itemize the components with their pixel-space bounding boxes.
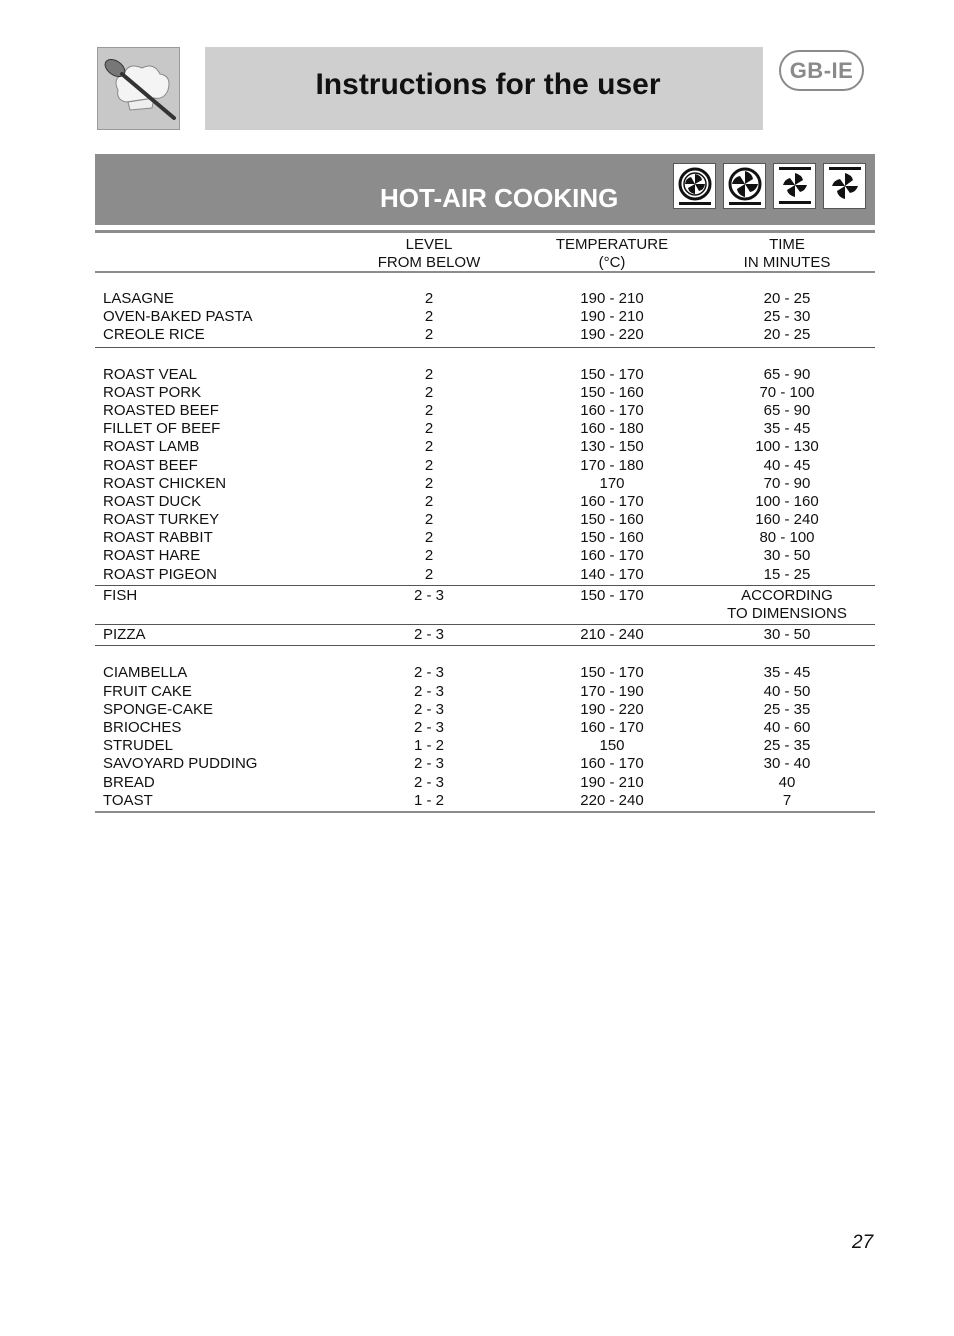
- temperature-cell: 190 - 210: [580, 290, 644, 307]
- table-row: [95, 384, 875, 402]
- table-row: [95, 493, 875, 511]
- dish-name: CIAMBELLA: [103, 664, 188, 682]
- time-cell: 20 - 25: [763, 290, 811, 307]
- section-title: HOT-AIR COOKING: [380, 183, 619, 213]
- header-time: TIME IN MINUTES: [743, 236, 831, 271]
- table-row: [95, 402, 875, 420]
- page-title: Instructions for the user: [315, 67, 661, 101]
- temperature-cell: 190 - 210: [580, 308, 644, 326]
- fan-grill-icon: [673, 163, 716, 209]
- fan-grill-icon: [723, 163, 766, 209]
- temperature-cell: 150 - 170: [580, 664, 644, 682]
- time-cell: 30 - 50: [763, 626, 811, 644]
- time-cell: 35 - 45: [763, 420, 811, 438]
- level-cell: 2 - 3: [413, 586, 444, 604]
- level-cell: 2 - 3: [413, 664, 444, 682]
- dish-name: STRUDEL: [103, 737, 174, 755]
- level-cell: 2: [424, 308, 434, 326]
- dish-name: ROAST TURKEY: [103, 511, 220, 529]
- time-cell: 20 - 25: [763, 326, 811, 344]
- temperature-cell: 190 - 210: [580, 773, 644, 791]
- fan-icon: [823, 163, 866, 209]
- page-number: 27: [852, 1232, 874, 1253]
- dish-name: BREAD: [103, 773, 155, 791]
- time-cell: 7: [782, 791, 792, 809]
- level-cell: 1 - 2: [413, 737, 444, 755]
- temperature-cell: 140 - 170: [580, 565, 644, 583]
- table-group: [95, 625, 875, 645]
- dish-name: CREOLE RICE: [103, 326, 205, 344]
- header-temperature: TEMPERATURE (°C): [555, 236, 669, 271]
- level-cell: 2 - 3: [413, 700, 444, 718]
- table-row: [95, 290, 875, 308]
- table-row: [95, 587, 875, 605]
- table-row: [95, 529, 875, 547]
- table-header: [95, 233, 875, 273]
- time-cell: 70 - 100: [759, 383, 815, 401]
- level-cell: 2: [424, 511, 434, 529]
- temperature-cell: 160 - 170: [580, 755, 644, 773]
- time-cell: 100 - 160: [755, 492, 819, 510]
- dish-name: ROAST BEEF: [103, 456, 198, 474]
- temperature-cell: 150 - 170: [580, 586, 644, 604]
- level-cell: 2: [424, 565, 434, 583]
- table-group: [95, 646, 875, 811]
- table-row: [95, 366, 875, 384]
- dish-name: ROAST HARE: [103, 547, 201, 565]
- table-group: [95, 348, 875, 585]
- level-cell: 2: [424, 401, 434, 419]
- dish-name: ROAST VEAL: [103, 365, 197, 383]
- temperature-cell: 170 - 180: [580, 456, 644, 474]
- table-divider: [95, 811, 875, 813]
- table-row: [95, 457, 875, 475]
- time-cell: 30 - 50: [763, 547, 811, 565]
- table-row: [95, 420, 875, 438]
- level-cell: 2: [424, 456, 434, 474]
- table-row: [95, 511, 875, 529]
- time-cell: ACCORDING: [741, 586, 833, 604]
- level-cell: 2: [424, 326, 434, 344]
- table-row: [95, 566, 875, 584]
- temperature-cell: 160 - 180: [580, 420, 644, 438]
- dish-name: TOAST: [103, 791, 153, 809]
- dish-name: ROAST PIGEON: [103, 565, 217, 583]
- time-cell: 30 - 40: [763, 755, 811, 773]
- time-cell: 160 - 240: [755, 511, 819, 529]
- time-cell: 40: [778, 773, 796, 791]
- level-cell: 2 - 3: [413, 626, 444, 644]
- temperature-cell: 150 - 160: [580, 383, 644, 401]
- logo: [97, 47, 180, 130]
- level-cell: 2: [424, 547, 434, 565]
- time-cell: 65 - 90: [763, 401, 811, 419]
- spoon-chef-hat-icon: [98, 48, 179, 129]
- level-cell: 2: [424, 529, 434, 547]
- level-cell: 2 - 3: [413, 773, 444, 791]
- time-cell: 70 - 90: [763, 474, 811, 492]
- header-bar: [205, 47, 763, 130]
- table-row: [95, 326, 875, 344]
- oven-function-icons: [673, 163, 866, 209]
- temperature-cell: 210 - 240: [580, 626, 644, 644]
- temperature-cell: 160 - 170: [580, 718, 644, 736]
- temperature-cell: 220 - 240: [580, 791, 644, 809]
- level-cell: 1 - 2: [413, 791, 444, 809]
- level-cell: 2: [424, 474, 434, 492]
- header-level: LEVEL FROM BELOW: [377, 236, 481, 271]
- dish-name: FISH: [103, 586, 138, 604]
- time-cell: 40 - 45: [763, 456, 811, 474]
- table-row: [95, 774, 875, 792]
- dish-name: FILLET OF BEEF: [103, 420, 221, 438]
- dish-name: ROAST LAMB: [103, 438, 200, 456]
- temperature-cell: 150 - 160: [580, 511, 644, 529]
- table-body: [95, 273, 875, 813]
- cooking-table: [95, 230, 875, 813]
- dish-name: ROAST RABBIT: [103, 529, 213, 547]
- time-cell: 25 - 30: [763, 308, 811, 326]
- dish-name: PIZZA: [103, 626, 146, 644]
- level-cell: 2: [424, 365, 434, 383]
- dish-name: LASAGNE: [103, 290, 174, 307]
- time-cell: 15 - 25: [763, 565, 811, 583]
- table-row: [95, 755, 875, 773]
- dish-name: OVEN-BAKED PASTA: [103, 308, 253, 326]
- time-cell: 65 - 90: [763, 365, 811, 383]
- temperature-cell: 160 - 170: [580, 547, 644, 565]
- time-cell: TO DIMENSIONS: [727, 605, 847, 622]
- language-badge: GB-IE: [779, 50, 864, 91]
- dish-name: FRUIT CAKE: [103, 682, 192, 700]
- dish-name: BRIOCHES: [103, 718, 182, 736]
- temperature-cell: 160 - 170: [580, 492, 644, 510]
- time-cell: 25 - 35: [763, 737, 811, 755]
- temperature-cell: 150 - 160: [580, 529, 644, 547]
- temperature-cell: 170 - 190: [580, 682, 644, 700]
- time-cell: 40 - 50: [763, 682, 811, 700]
- temperature-cell: 190 - 220: [580, 326, 644, 344]
- temperature-cell: 190 - 220: [580, 700, 644, 718]
- dish-name: ROAST DUCK: [103, 492, 202, 510]
- table-row: [95, 792, 875, 810]
- level-cell: 2 - 3: [413, 755, 444, 773]
- temperature-cell: 160 - 170: [580, 401, 644, 419]
- level-cell: 2: [424, 438, 434, 456]
- dish-name: ROAST CHICKEN: [103, 474, 227, 492]
- level-cell: 2: [424, 492, 434, 510]
- table-group: [95, 273, 875, 347]
- time-cell: 40 - 60: [763, 718, 811, 736]
- dish-name: ROASTED BEEF: [103, 401, 219, 419]
- fan-bottom-icon: [773, 163, 816, 209]
- time-cell: 35 - 45: [763, 664, 811, 682]
- level-cell: 2 - 3: [413, 682, 444, 700]
- temperature-cell: 150 - 170: [580, 365, 644, 383]
- table-row: [95, 664, 875, 682]
- level-cell: 2: [424, 420, 434, 438]
- level-cell: 2 - 3: [413, 718, 444, 736]
- table-row: [95, 701, 875, 719]
- table-row: [95, 547, 875, 565]
- time-cell: 100 - 130: [755, 438, 819, 456]
- level-cell: 2: [424, 383, 434, 401]
- table-row: [95, 626, 875, 644]
- temperature-cell: 170: [599, 474, 625, 492]
- table-row: [95, 605, 875, 623]
- table-row: [95, 737, 875, 755]
- time-cell: 25 - 35: [763, 700, 811, 718]
- level-cell: 2: [424, 290, 434, 307]
- table-row: [95, 308, 875, 326]
- dish-name: ROAST PORK: [103, 383, 202, 401]
- table-row: [95, 438, 875, 456]
- table-row: [95, 719, 875, 737]
- temperature-cell: 130 - 150: [580, 438, 644, 456]
- dish-name: SPONGE-CAKE: [103, 700, 214, 718]
- table-group: [95, 586, 875, 624]
- table-row: [95, 683, 875, 701]
- time-cell: 80 - 100: [759, 529, 815, 547]
- temperature-cell: 150: [599, 737, 625, 755]
- dish-name: SAVOYARD PUDDING: [103, 755, 258, 773]
- table-row: [95, 475, 875, 493]
